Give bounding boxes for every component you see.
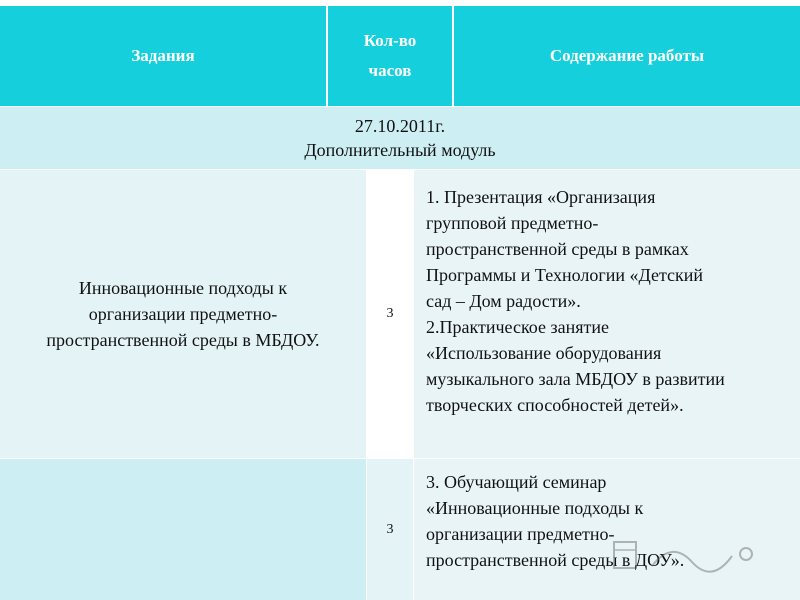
row1-content-line: Программы и Технологии «Детский [426,265,704,285]
date-row [0,107,800,169]
row2-content-line: 3. Обучающий семинар [426,472,607,492]
module-text: Дополнительный модуль [304,140,496,160]
header-content [454,6,800,106]
date-text: 27.10.2011г. [354,116,446,136]
row2-hours-value: 3 [386,521,394,537]
row1-task-line: Инновационные подходы к [78,278,288,298]
row2-content-line: «Инновационные подходы к [426,498,644,518]
row1-task-text [46,275,319,353]
row1-hours-value: 3 [386,306,394,321]
row1-content-line: музыкального зала МБДОУ в развитии [426,369,725,389]
header-hours [328,6,452,106]
row1-content-line: пространственной среды в рамках [426,239,689,259]
header-hours-line1: Кол-во [363,31,417,50]
row2-content-line: организации предметно- [426,524,615,544]
row2-content [414,459,800,600]
row1-content-line: 1. Презентация «Организация [426,187,656,207]
row1-content-line: сад – Дом радости». [426,291,581,311]
row2-task [0,459,366,600]
row1-content-line: 2.Практическое занятие [426,317,610,337]
row1-content-line: «Использование оборудования [426,343,662,363]
header-content-label: Содержание работы [549,46,705,65]
header-hours-line2: часов [368,61,412,80]
row1-task [0,170,366,458]
row1-hours [367,170,413,458]
row1-task-line: организации предметно- [88,304,278,324]
header-tasks-label: Задания [131,46,195,65]
watermark-logo [612,536,762,576]
row2-hours [367,459,413,600]
row2-content-line: пространственной среды в ДОУ». [426,550,685,570]
row1-content-line: групповой предметно- [426,213,599,233]
row1-task-line: пространственной среды в МБДОУ. [46,330,320,350]
header-tasks [0,6,326,106]
row1-content [414,170,800,458]
row1-content-line: творческих способностей детей». [426,395,684,415]
